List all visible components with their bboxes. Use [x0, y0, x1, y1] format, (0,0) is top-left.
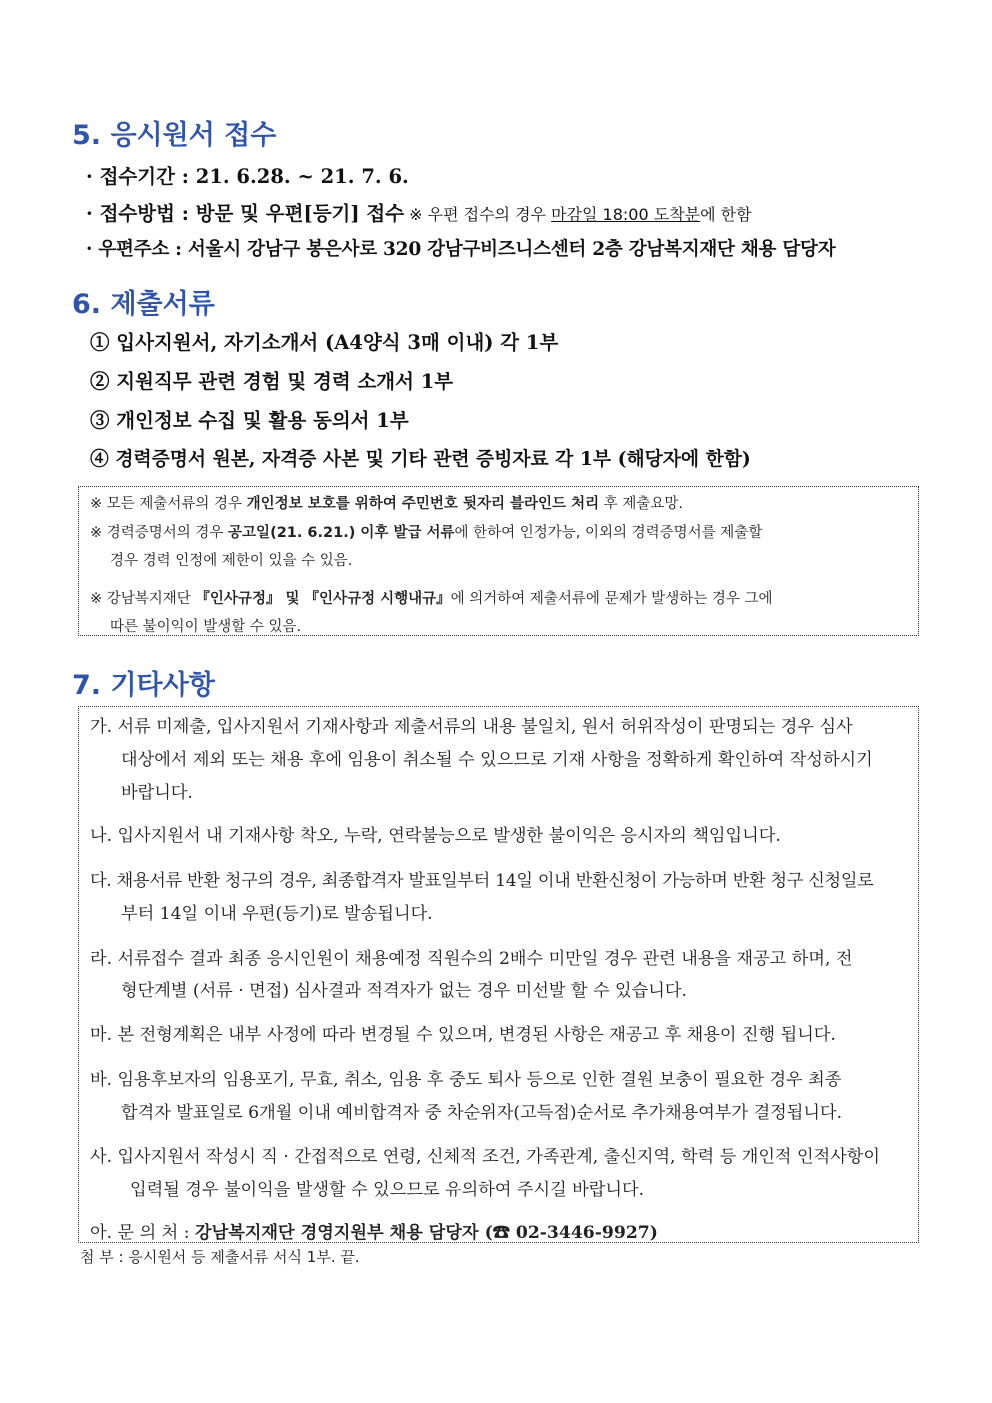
item-da-2: 부터 14일 이내 우편(등기)로 발송됩니다. — [121, 904, 433, 924]
section6-title: 6. 제출서류 — [72, 289, 215, 320]
note-3-cont: 따른 불이익이 발생할 수 있음. — [110, 619, 302, 635]
item-a-contact: 아. 문 의 처 : 강남복지재단 경영지원부 채용 담당자 (☎ 02-3446-9927) — [90, 1223, 658, 1243]
method-note: ※ 우편 접수의 경우 — [404, 205, 552, 224]
item-sa-2: 입력될 경우 불이익을 발생할 수 있으므로 유의하여 주시길 바랍니다. — [130, 1180, 645, 1200]
section7-title: 7. 기타사항 — [72, 670, 215, 701]
item-ma-1: 마. 본 전형계획은 내부 사정에 따라 변경될 수 있으며, 변경된 사항은 재공고 후 채용이 진행 됩니다. — [90, 1025, 836, 1045]
doc-item-4: ④ 경력증명서 원본, 자격증 사본 및 기타 관련 증빙자료 각 1부 (해당자에 한함) — [90, 448, 751, 470]
doc-item-2: ② 지원직무 관련 경험 및 경력 소개서 1부 — [90, 370, 454, 393]
attachment-line: 첨 부 : 응시원서 등 제출서류 서식 1부. 끝. — [80, 1248, 360, 1266]
item-ga-1: 가. 서류 미제출, 입사지원서 기재사항과 제출서류의 내용 불일치, 원서 허위작성이 판명되는 경우 심사 — [90, 717, 853, 737]
note-3: ※ 강남복지재단 『인사규정』 및 『인사규정 시행내규』에 의거하여 제출서류에 문제가 발생하는 경우 그에 — [90, 591, 773, 607]
item-na-1: 나. 입사지원서 내 기재사항 착오, 누락, 연락불능으로 발생한 불이익은 응시자의 책임입니다. — [90, 826, 781, 846]
section5-title: 5. 응시원서 접수 — [72, 120, 277, 151]
item-ga-3: 바랍니다. — [121, 783, 193, 803]
item-ra-1: 라. 서류접수 결과 최종 응시인원이 채용예정 직원수의 2배수 미만일 경우 관련 내용을 재공고 하며, 전 — [90, 949, 853, 969]
doc-item-3: ③ 개인정보 수집 및 활용 동의서 1부 — [90, 409, 409, 432]
item-sa-1: 사. 입사지원서 작성시 직 · 간접적으로 연령, 신체적 조건, 가족관계, 출신지역, 학력 등 개인적 인적사항이 — [90, 1147, 880, 1167]
method-line — [86, 198, 752, 226]
period-line: · 접수기간 : 21. 6.28. ~ 21. 7. 6. — [86, 165, 409, 188]
item-ga-2: 대상에서 제외 또는 채용 후에 임용이 취소될 수 있으므로 기재 사항을 정확하게 확인하여 작성하시기 — [121, 750, 873, 770]
note-2: ※ 경력증명서의 경우 공고일(21. 6.21.) 이후 발급 서류에 한하여 인정가능, 이외의 경력증명서를 제출할 — [90, 525, 763, 541]
doc-item-1: ① 입사지원서, 자기소개서 (A4양식 3매 이내) 각 1부 — [90, 331, 559, 354]
method-text: · 접수방법 : 방문 및 우편[등기] 접수 — [86, 202, 405, 225]
method-note-underline: 마감일 18:00 도착분 — [551, 205, 701, 224]
note-2-cont: 경우 경력 인정에 제한이 있을 수 있음. — [110, 553, 353, 569]
method-note-end: 에 한함 — [700, 205, 752, 224]
note-1: ※ 모든 제출서류의 경우 개인정보 보호를 위하여 주민번호 뒷자리 블라인드 처리 후 제출요망. — [90, 496, 683, 512]
address-line: · 우편주소 : 서울시 강남구 봉은사로 320 강남구비즈니스센터 2층 강남복지재단 채용 담당자 — [86, 239, 836, 260]
item-da-1: 다. 채용서류 반환 청구의 경우, 최종합격자 발표일부터 14일 이내 반환신청이 가능하며 반환 청구 신청일로 — [90, 871, 874, 891]
item-ba-1: 바. 임용후보자의 임용포기, 무효, 취소, 임용 후 중도 퇴사 등으로 인한 결원 보충이 필요한 경우 최종 — [90, 1070, 842, 1090]
item-ba-2: 합격자 발표일로 6개월 이내 예비합격자 중 차순위자(고득점)순서로 추가채용여부가 결정됩니다. — [121, 1103, 843, 1123]
item-ra-2: 형단계별 (서류 · 면접) 심사결과 적격자가 없는 경우 미선발 할 수 있습니다. — [121, 981, 687, 1001]
